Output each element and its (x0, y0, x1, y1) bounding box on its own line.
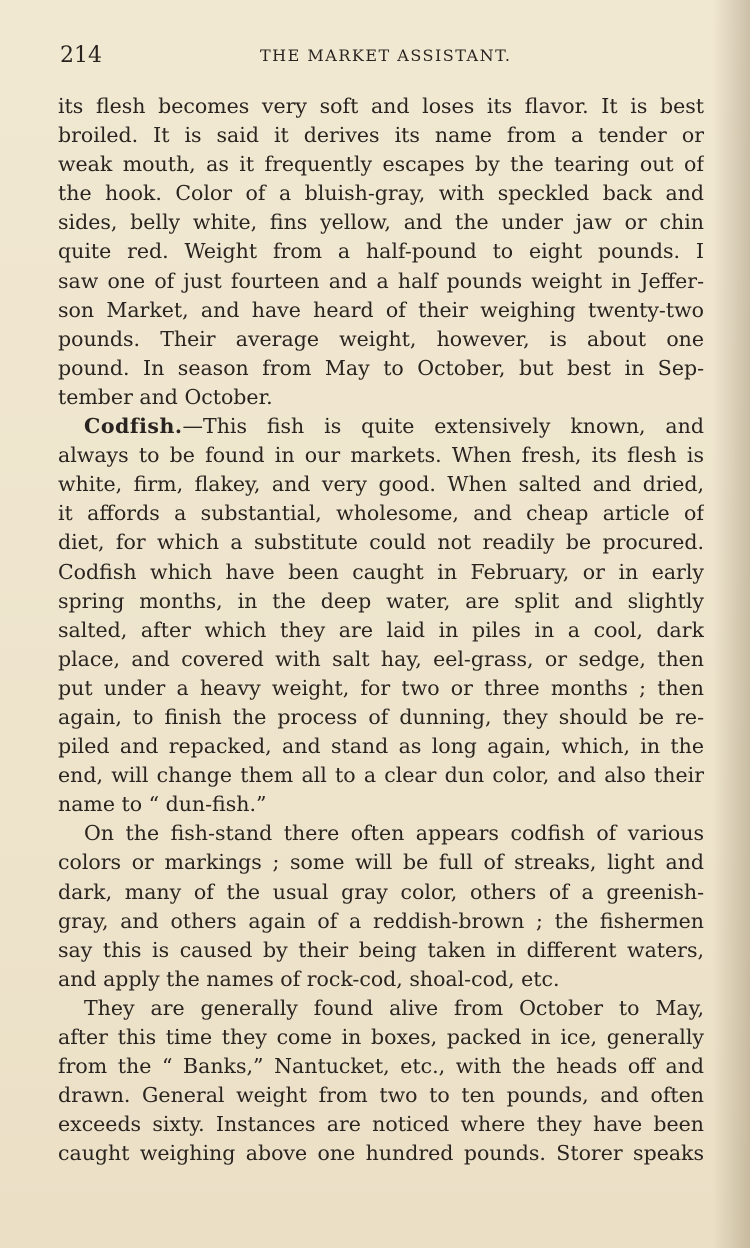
text-line: broiled. It is said it derives its name from a tender or (58, 123, 704, 148)
text-line: caught weighing above one hundred pounds. Storer speaks (58, 1141, 704, 1166)
paragraph-1 (58, 92, 704, 412)
text-line: They are generally found alive from October to May, (84, 995, 704, 1020)
text-line: from the “ Banks,” Nantucket, etc., with the heads off and (58, 1054, 704, 1079)
text-line: colors or markings ; some will be full of streaks, light and (58, 850, 704, 875)
text-line: spring months, in the deep water, are split and slightly (58, 588, 704, 613)
body-text (58, 92, 704, 1168)
text-line: sides, belly white, fins yellow, and the under jaw or chin (58, 210, 704, 235)
text-line: quite red. Weight from a half-pound to eight pounds. I (58, 239, 704, 264)
text-line: and apply the names of rock-cod, shoal-cod, etc. (58, 966, 560, 991)
page-number: 214 (60, 43, 102, 68)
text-line: always to be found in our markets. When fresh, its flesh is (58, 443, 704, 468)
text-line: put under a heavy weight, for two or three months ; then (58, 675, 704, 700)
heading-line-rest: —This fish is quite extensively known, and (182, 414, 704, 439)
text-line: pound. In season from May to October, but best in Sep- (58, 355, 704, 380)
text-line: the hook. Color of a bluish-gray, with speckled back and (58, 181, 704, 206)
text-line: white, firm, flakey, and very good. When salted and dried, (58, 472, 704, 497)
text-line: place, and covered with salt hay, eel-grass, or sedge, then (58, 646, 704, 671)
text-line: end, will change them all to a clear dun color, and also their (58, 763, 704, 788)
text-line: again, to finish the process of dunning, they should be re- (58, 704, 704, 729)
text-line: saw one of just fourteen and a half pounds weight in Jeffer- (58, 268, 704, 293)
text-line: diet, for which a substitute could not readily be procured. (58, 530, 704, 555)
text-line: weak mouth, as it frequently escapes by the tearing out of (58, 152, 704, 177)
text-line: piled and repacked, and stand as long again, which, in the (58, 734, 704, 759)
text-line: its flesh becomes very soft and loses its flavor. It is best (58, 94, 704, 118)
paragraph-3 (58, 819, 704, 994)
text-line: salted, after which they are laid in piles in a cool, dark (58, 617, 704, 642)
running-head: THE MARKET ASSISTANT. (260, 46, 512, 65)
text-line (58, 412, 704, 441)
text-line: gray, and others again of a reddish-brown ; the fishermen (58, 908, 704, 933)
page-header (60, 38, 710, 74)
paragraph-4 (58, 994, 704, 1169)
text-line: dark, many of the usual gray color, others of a greenish- (58, 879, 704, 904)
text-line: tember and October. (58, 384, 273, 409)
text-line: exceeds sixty. Instances are noticed where they have been (58, 1112, 704, 1137)
text-line: Codfish which have been caught in February, or in early (58, 559, 704, 584)
text-line: drawn. General weight from two to ten pounds, and often (58, 1083, 704, 1108)
paragraph-2 (58, 412, 704, 819)
run-in-heading: Codfish. (84, 414, 183, 439)
text-line: name to “ dun-fish.” (58, 792, 267, 817)
text-line: pounds. Their average weight, however, is about one (58, 326, 704, 351)
text-line: after this time they come in boxes, packed in ice, generally (58, 1025, 704, 1049)
text-line: it affords a substantial, wholesome, and cheap article of (58, 501, 704, 526)
text-line: say this is caused by their being taken in different waters, (58, 937, 704, 962)
text-line: On the fish-stand there often appears codfish of various (84, 821, 704, 846)
text-line: son Market, and have heard of their weighing twenty-two (58, 297, 704, 322)
